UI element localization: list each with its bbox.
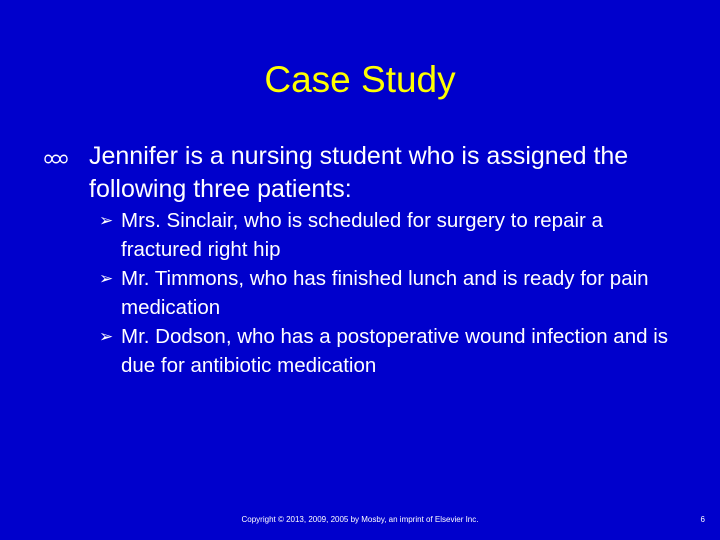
list-item <box>99 206 689 264</box>
arrowhead-bullet-icon: ➢ <box>99 327 114 346</box>
list-item-text: Mr. Timmons, who has finished lunch and is ready for pain medication <box>121 267 649 319</box>
list-item-text: Mr. Dodson, who has a postoperative wound infection and is due for antibiotic medication <box>121 325 668 377</box>
patient-list <box>99 206 689 380</box>
slide-number: 6 <box>700 515 705 524</box>
infinity-loop-bullet-icon <box>43 152 69 166</box>
arrowhead-bullet-icon: ➢ <box>99 269 114 288</box>
main-bullet-text: Jennifer is a nursing student who is assigned the following three patients: <box>89 142 629 203</box>
list-item <box>99 322 689 380</box>
list-item-text: Mrs. Sinclair, who is scheduled for surgery to repair a fractured right hip <box>121 209 603 261</box>
copyright-footer: Copyright © 2013, 2009, 2005 by Mosby, an imprint of Elsevier Inc. <box>241 515 479 524</box>
slide-title: Case Study <box>264 59 456 100</box>
arrowhead-bullet-icon: ➢ <box>99 211 114 230</box>
list-item <box>99 264 689 322</box>
